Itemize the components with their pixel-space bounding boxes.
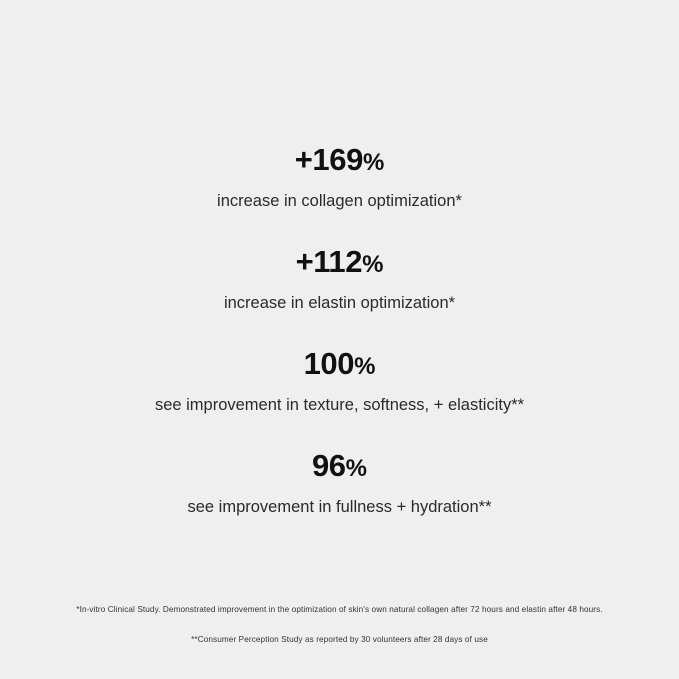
- stat-label: see improvement in fullness + hydration**: [187, 498, 492, 516]
- stat-unit: %: [362, 149, 385, 176]
- stat-label: increase in elastin optimization*: [223, 294, 456, 312]
- footnote-clinical-study: *In-vitro Clinical Study. Demonstrated improvement in the optimization of skin's own natural collagen after 72 hours and elastin after 48 hours.: [76, 605, 603, 614]
- stat-unit: %: [362, 251, 384, 278]
- stat-number: 96: [311, 448, 346, 483]
- stat-label: increase in collagen optimization*: [217, 192, 462, 210]
- stat-value: [224, 240, 455, 287]
- stat-item: [187, 444, 491, 520]
- stat-item: [155, 342, 524, 418]
- stat-value: [187, 444, 491, 491]
- stats-list: [0, 138, 679, 520]
- footnote-consumer-study: **Consumer Perception Study as reported by 30 volunteers after 28 days of use: [191, 635, 488, 644]
- footnotes: [0, 603, 679, 647]
- stat-value: [155, 342, 524, 389]
- stat-number: +169: [294, 142, 363, 177]
- stat-number: +112: [295, 244, 363, 279]
- stat-unit: %: [345, 455, 367, 482]
- stat-item: [224, 240, 455, 316]
- stat-item: [217, 138, 462, 214]
- stat-value: [217, 138, 462, 185]
- stat-label: see improvement in texture, softness, + elasticity**: [154, 396, 525, 414]
- stat-unit: %: [354, 353, 376, 380]
- stat-number: 100: [303, 346, 355, 381]
